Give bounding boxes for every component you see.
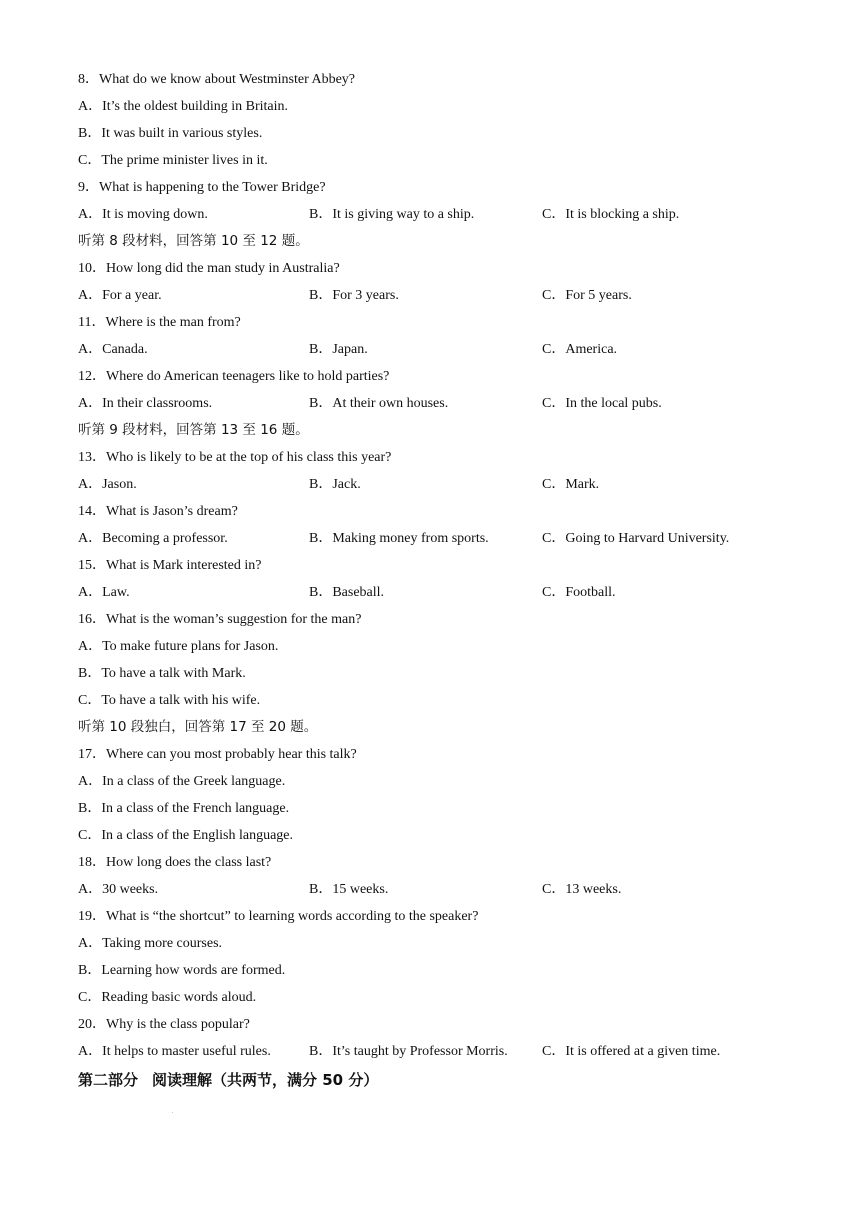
- question-15-options: [78, 579, 798, 606]
- question-15-option-a: A．Law.: [78, 585, 130, 600]
- question-10-option-a: A．For a year.: [78, 288, 162, 303]
- instruction-passage-10: 听第 10 段独白，回答第 17 至 20 题。: [78, 719, 318, 735]
- question-20-option-c: C．It is offered at a given time.: [542, 1044, 721, 1059]
- question-9-option-c: C．It is blocking a ship.: [542, 207, 680, 222]
- question-12-option-c: C．In the local pubs.: [542, 396, 662, 411]
- question-12-option-b: B．At their own houses.: [309, 396, 449, 411]
- question-19-option-c: C．Reading basic words aloud.: [78, 990, 257, 1005]
- section-part-label: 第二部分: [78, 1071, 139, 1089]
- question-10: 10．How long did the man study in Australia?: [78, 261, 340, 276]
- question-18-option-c: C．13 weeks.: [542, 882, 622, 897]
- question-11: 11．Where is the man from?: [78, 315, 241, 330]
- question-19-option-b: B．Learning how words are formed.: [78, 963, 286, 978]
- question-10-option-c: C．For 5 years.: [542, 288, 632, 303]
- question-13: 13．Who is likely to be at the top of his class this year?: [78, 450, 392, 465]
- question-9-options: [78, 201, 798, 228]
- question-11-option-a: A．Canada.: [78, 342, 148, 357]
- question-20-option-a: A．It helps to master useful rules.: [78, 1044, 271, 1059]
- section-heading: [78, 1065, 798, 1095]
- instruction-passage-8: 听第 8 段材料，回答第 10 至 12 题。: [78, 233, 309, 249]
- question-16-option-a: A．To make future plans for Jason.: [78, 639, 279, 654]
- question-18-option-a: A．30 weeks.: [78, 882, 159, 897]
- question-18: 18．How long does the class last?: [78, 855, 272, 870]
- question-19: 19．What is “the shortcut” to learning words according to the speaker?: [78, 909, 479, 924]
- page-speck: [172, 1112, 173, 1113]
- section-title-text: 阅读理解（共两节，满分 50 分）: [152, 1071, 379, 1089]
- question-12: 12．Where do American teenagers like to hold parties?: [78, 369, 390, 384]
- question-18-option-b: B．15 weeks.: [309, 882, 389, 897]
- question-15: 15．What is Mark interested in?: [78, 558, 262, 573]
- question-8-option-b: B．It was built in various styles.: [78, 126, 263, 141]
- question-11-option-c: C．America.: [542, 342, 618, 357]
- question-14-option-c: C．Going to Harvard University.: [542, 531, 730, 546]
- question-17-option-b: B．In a class of the French language.: [78, 801, 290, 816]
- question-9-option-a: A．It is moving down.: [78, 207, 208, 222]
- question-16-option-c: C．To have a talk with his wife.: [78, 693, 261, 708]
- question-11-option-b: B．Japan.: [309, 342, 368, 357]
- question-15-option-c: C．Football.: [542, 585, 616, 600]
- question-16-option-b: B．To have a talk with Mark.: [78, 666, 246, 681]
- question-10-options: [78, 282, 798, 309]
- question-13-option-a: A．Jason.: [78, 477, 137, 492]
- instruction-passage-9: 听第 9 段材料，回答第 13 至 16 题。: [78, 422, 309, 438]
- question-19-option-a: A．Taking more courses.: [78, 936, 223, 951]
- question-11-options: [78, 336, 798, 363]
- question-12-options: [78, 390, 798, 417]
- question-9: 9．What is happening to the Tower Bridge?: [78, 180, 326, 195]
- question-17-option-c: C．In a class of the English language.: [78, 828, 294, 843]
- question-14-options: [78, 525, 798, 552]
- question-17: 17．Where can you most probably hear this talk?: [78, 747, 357, 762]
- question-13-option-c: C．Mark.: [542, 477, 600, 492]
- question-10-option-b: B．For 3 years.: [309, 288, 399, 303]
- question-14-option-a: A．Becoming a professor.: [78, 531, 228, 546]
- question-17-option-a: A．In a class of the Greek language.: [78, 774, 286, 789]
- question-9-option-b: B．It is giving way to a ship.: [309, 207, 475, 222]
- question-18-options: [78, 876, 798, 903]
- question-20-option-b: B．It’s taught by Professor Morris.: [309, 1044, 508, 1059]
- question-13-options: [78, 471, 798, 498]
- question-20: 20．Why is the class popular?: [78, 1017, 250, 1032]
- question-8-option-a: A．It’s the oldest building in Britain.: [78, 99, 288, 114]
- question-14-option-b: B．Making money from sports.: [309, 531, 489, 546]
- question-13-option-b: B．Jack.: [309, 477, 361, 492]
- exam-page: [78, 66, 798, 1095]
- question-12-option-a: A．In their classrooms.: [78, 396, 213, 411]
- question-15-option-b: B．Baseball.: [309, 585, 385, 600]
- question-8-option-c: C．The prime minister lives in it.: [78, 153, 268, 168]
- question-20-options: [78, 1038, 798, 1065]
- question-8: 8．What do we know about Westminster Abbey?: [78, 72, 356, 87]
- question-14: 14．What is Jason’s dream?: [78, 504, 238, 519]
- question-16: 16．What is the woman’s suggestion for the man?: [78, 612, 362, 627]
